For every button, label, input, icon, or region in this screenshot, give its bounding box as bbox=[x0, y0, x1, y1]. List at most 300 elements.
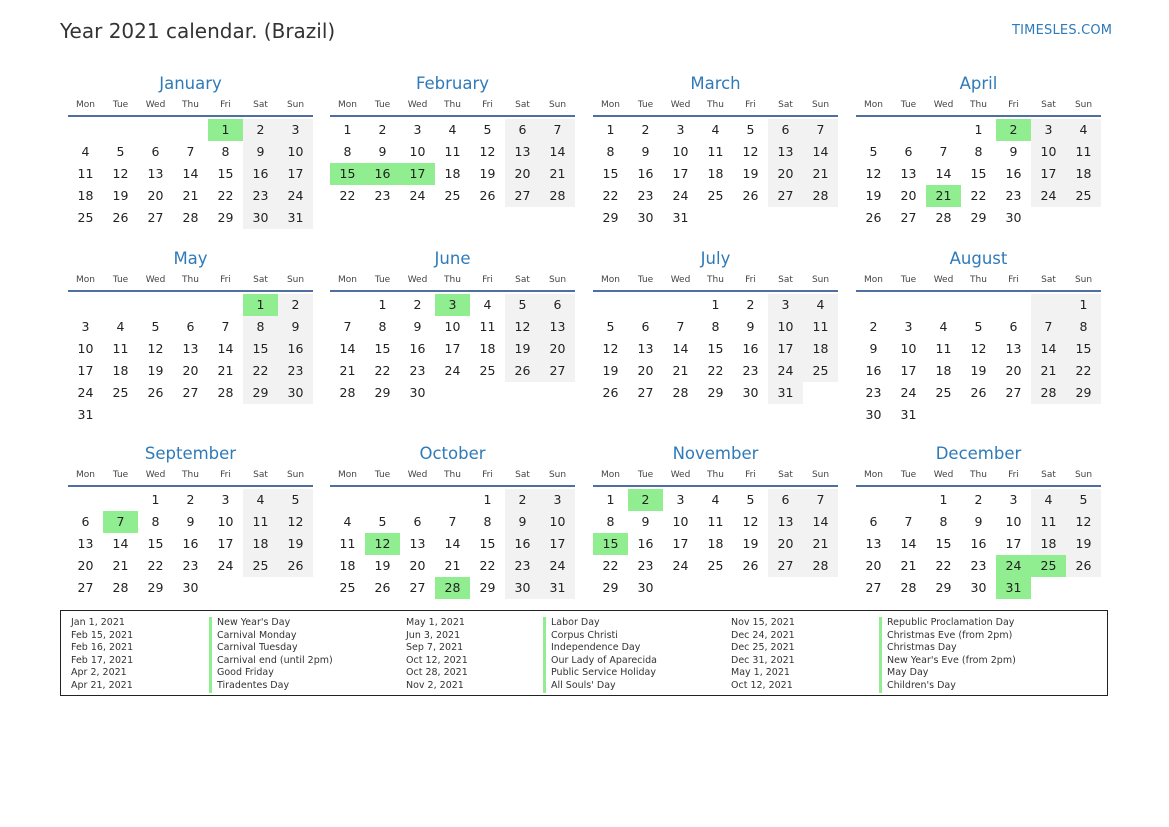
day-cell[interactable]: 4 bbox=[483, 297, 492, 312]
day-cell[interactable]: 14 bbox=[1031, 338, 1066, 360]
day-cell[interactable]: 5 bbox=[151, 319, 160, 334]
day-cell[interactable]: 21 bbox=[339, 363, 356, 378]
holiday-day-cell[interactable]: 1 bbox=[243, 294, 278, 316]
day-cell[interactable]: 4 bbox=[116, 319, 125, 334]
day-cell[interactable]: 20 bbox=[77, 558, 94, 573]
day-cell[interactable]: 26 bbox=[742, 558, 759, 573]
day-cell[interactable]: 14 bbox=[803, 141, 838, 163]
day-cell[interactable]: 10 bbox=[768, 316, 803, 338]
day-cell[interactable]: 3 bbox=[221, 492, 230, 507]
day-cell[interactable]: 31 bbox=[672, 210, 689, 225]
day-cell[interactable]: 6 bbox=[540, 294, 575, 316]
day-cell[interactable]: 19 bbox=[865, 188, 882, 203]
day-cell[interactable]: 24 bbox=[1031, 185, 1066, 207]
day-cell[interactable]: 22 bbox=[479, 558, 496, 573]
day-cell[interactable]: 4 bbox=[939, 319, 948, 334]
day-cell[interactable]: 28 bbox=[339, 385, 356, 400]
day-cell[interactable]: 16 bbox=[182, 536, 199, 551]
day-cell[interactable]: 25 bbox=[803, 360, 838, 382]
day-cell[interactable]: 2 bbox=[378, 122, 387, 137]
day-cell[interactable]: 21 bbox=[803, 533, 838, 555]
day-cell[interactable]: 30 bbox=[970, 580, 987, 595]
day-cell[interactable]: 5 bbox=[505, 294, 540, 316]
holiday-day-cell[interactable]: 21 bbox=[926, 185, 961, 207]
day-cell[interactable]: 23 bbox=[742, 363, 759, 378]
day-cell[interactable]: 2 bbox=[186, 492, 195, 507]
day-cell[interactable]: 9 bbox=[378, 144, 387, 159]
day-cell[interactable]: 22 bbox=[707, 363, 724, 378]
day-cell[interactable]: 9 bbox=[243, 141, 278, 163]
day-cell[interactable]: 22 bbox=[339, 188, 356, 203]
day-cell[interactable]: 25 bbox=[707, 558, 724, 573]
day-cell[interactable]: 30 bbox=[505, 577, 540, 599]
day-cell[interactable]: 6 bbox=[505, 119, 540, 141]
day-cell[interactable]: 14 bbox=[935, 166, 952, 181]
day-cell[interactable]: 21 bbox=[444, 558, 461, 573]
day-cell[interactable]: 3 bbox=[540, 489, 575, 511]
day-cell[interactable]: 10 bbox=[1005, 514, 1022, 529]
day-cell[interactable]: 2 bbox=[413, 297, 422, 312]
day-cell[interactable]: 29 bbox=[374, 385, 391, 400]
day-cell[interactable]: 6 bbox=[413, 514, 422, 529]
day-cell[interactable]: 8 bbox=[378, 319, 387, 334]
day-cell[interactable]: 20 bbox=[865, 558, 882, 573]
day-cell[interactable]: 12 bbox=[865, 166, 882, 181]
day-cell[interactable]: 14 bbox=[339, 341, 356, 356]
day-cell[interactable]: 1 bbox=[711, 297, 720, 312]
day-cell[interactable]: 18 bbox=[1031, 533, 1066, 555]
day-cell[interactable]: 8 bbox=[939, 514, 948, 529]
day-cell[interactable]: 6 bbox=[768, 119, 803, 141]
day-cell[interactable]: 9 bbox=[505, 511, 540, 533]
holiday-day-cell[interactable]: 1 bbox=[208, 119, 243, 141]
day-cell[interactable]: 19 bbox=[479, 166, 496, 181]
day-cell[interactable]: 7 bbox=[221, 319, 230, 334]
day-cell[interactable]: 19 bbox=[1066, 533, 1101, 555]
day-cell[interactable]: 24 bbox=[900, 385, 917, 400]
day-cell[interactable]: 12 bbox=[602, 341, 619, 356]
day-cell[interactable]: 10 bbox=[444, 319, 461, 334]
day-cell[interactable]: 15 bbox=[707, 341, 724, 356]
day-cell[interactable]: 5 bbox=[606, 319, 615, 334]
day-cell[interactable]: 30 bbox=[637, 580, 654, 595]
day-cell[interactable]: 11 bbox=[77, 166, 94, 181]
day-cell[interactable]: 6 bbox=[869, 514, 878, 529]
day-cell[interactable]: 15 bbox=[147, 536, 164, 551]
day-cell[interactable]: 26 bbox=[479, 188, 496, 203]
day-cell[interactable]: 22 bbox=[935, 558, 952, 573]
day-cell[interactable]: 23 bbox=[1005, 188, 1022, 203]
day-cell[interactable]: 18 bbox=[707, 166, 724, 181]
day-cell[interactable]: 29 bbox=[243, 382, 278, 404]
day-cell[interactable]: 22 bbox=[1066, 360, 1101, 382]
day-cell[interactable]: 29 bbox=[147, 580, 164, 595]
day-cell[interactable]: 12 bbox=[1066, 511, 1101, 533]
day-cell[interactable]: 5 bbox=[974, 319, 983, 334]
day-cell[interactable]: 3 bbox=[676, 492, 685, 507]
day-cell[interactable]: 3 bbox=[1031, 119, 1066, 141]
day-cell[interactable]: 20 bbox=[505, 163, 540, 185]
day-cell[interactable]: 5 bbox=[278, 489, 313, 511]
day-cell[interactable]: 7 bbox=[803, 119, 838, 141]
day-cell[interactable]: 6 bbox=[641, 319, 650, 334]
holiday-day-cell[interactable]: 28 bbox=[435, 577, 470, 599]
holiday-day-cell[interactable]: 3 bbox=[435, 294, 470, 316]
day-cell[interactable]: 26 bbox=[374, 580, 391, 595]
day-cell[interactable]: 18 bbox=[1066, 163, 1101, 185]
day-cell[interactable]: 8 bbox=[343, 144, 352, 159]
day-cell[interactable]: 5 bbox=[378, 514, 387, 529]
day-cell[interactable]: 26 bbox=[278, 555, 313, 577]
day-cell[interactable]: 13 bbox=[505, 141, 540, 163]
day-cell[interactable]: 22 bbox=[243, 360, 278, 382]
day-cell[interactable]: 4 bbox=[803, 294, 838, 316]
day-cell[interactable]: 1 bbox=[606, 492, 615, 507]
day-cell[interactable]: 28 bbox=[803, 555, 838, 577]
day-cell[interactable]: 12 bbox=[147, 341, 164, 356]
day-cell[interactable]: 27 bbox=[768, 185, 803, 207]
day-cell[interactable]: 25 bbox=[243, 555, 278, 577]
day-cell[interactable]: 17 bbox=[900, 363, 917, 378]
day-cell[interactable]: 23 bbox=[182, 558, 199, 573]
day-cell[interactable]: 8 bbox=[711, 319, 720, 334]
day-cell[interactable]: 24 bbox=[278, 185, 313, 207]
day-cell[interactable]: 7 bbox=[803, 489, 838, 511]
day-cell[interactable]: 14 bbox=[672, 341, 689, 356]
day-cell[interactable]: 23 bbox=[637, 558, 654, 573]
day-cell[interactable]: 30 bbox=[409, 385, 426, 400]
day-cell[interactable]: 23 bbox=[970, 558, 987, 573]
day-cell[interactable]: 1 bbox=[974, 122, 983, 137]
day-cell[interactable]: 27 bbox=[409, 580, 426, 595]
holiday-day-cell[interactable]: 25 bbox=[1031, 555, 1066, 577]
day-cell[interactable]: 14 bbox=[803, 511, 838, 533]
day-cell[interactable]: 8 bbox=[1066, 316, 1101, 338]
day-cell[interactable]: 31 bbox=[768, 382, 803, 404]
day-cell[interactable]: 23 bbox=[865, 385, 882, 400]
day-cell[interactable]: 17 bbox=[217, 536, 234, 551]
day-cell[interactable]: 18 bbox=[77, 188, 94, 203]
day-cell[interactable]: 20 bbox=[409, 558, 426, 573]
day-cell[interactable]: 2 bbox=[505, 489, 540, 511]
day-cell[interactable]: 24 bbox=[444, 363, 461, 378]
day-cell[interactable]: 29 bbox=[602, 580, 619, 595]
day-cell[interactable]: 1 bbox=[483, 492, 492, 507]
day-cell[interactable]: 10 bbox=[409, 144, 426, 159]
day-cell[interactable]: 23 bbox=[409, 363, 426, 378]
day-cell[interactable]: 6 bbox=[904, 144, 913, 159]
day-cell[interactable]: 28 bbox=[1031, 382, 1066, 404]
day-cell[interactable]: 6 bbox=[768, 489, 803, 511]
day-cell[interactable]: 18 bbox=[243, 533, 278, 555]
day-cell[interactable]: 20 bbox=[768, 533, 803, 555]
day-cell[interactable]: 21 bbox=[112, 558, 129, 573]
day-cell[interactable]: 24 bbox=[540, 555, 575, 577]
day-cell[interactable]: 8 bbox=[606, 514, 615, 529]
day-cell[interactable]: 29 bbox=[602, 210, 619, 225]
day-cell[interactable]: 20 bbox=[1005, 363, 1022, 378]
day-cell[interactable]: 8 bbox=[243, 316, 278, 338]
day-cell[interactable]: 11 bbox=[339, 536, 356, 551]
day-cell[interactable]: 26 bbox=[602, 385, 619, 400]
day-cell[interactable]: 12 bbox=[742, 514, 759, 529]
day-cell[interactable]: 30 bbox=[865, 407, 882, 422]
day-cell[interactable]: 30 bbox=[243, 207, 278, 229]
day-cell[interactable]: 22 bbox=[602, 558, 619, 573]
holiday-day-cell[interactable]: 15 bbox=[593, 533, 628, 555]
day-cell[interactable]: 14 bbox=[182, 166, 199, 181]
day-cell[interactable]: 16 bbox=[637, 166, 654, 181]
day-cell[interactable]: 20 bbox=[768, 163, 803, 185]
day-cell[interactable]: 2 bbox=[641, 122, 650, 137]
day-cell[interactable]: 26 bbox=[742, 188, 759, 203]
day-cell[interactable]: 29 bbox=[707, 385, 724, 400]
day-cell[interactable]: 16 bbox=[865, 363, 882, 378]
day-cell[interactable]: 20 bbox=[637, 363, 654, 378]
day-cell[interactable]: 27 bbox=[768, 555, 803, 577]
day-cell[interactable]: 11 bbox=[479, 319, 496, 334]
day-cell[interactable]: 23 bbox=[637, 188, 654, 203]
holiday-day-cell[interactable]: 31 bbox=[996, 577, 1031, 599]
day-cell[interactable]: 9 bbox=[413, 319, 422, 334]
day-cell[interactable]: 27 bbox=[182, 385, 199, 400]
day-cell[interactable]: 6 bbox=[186, 319, 195, 334]
day-cell[interactable]: 17 bbox=[672, 536, 689, 551]
day-cell[interactable]: 14 bbox=[900, 536, 917, 551]
day-cell[interactable]: 4 bbox=[81, 144, 90, 159]
day-cell[interactable]: 28 bbox=[182, 210, 199, 225]
day-cell[interactable]: 21 bbox=[672, 363, 689, 378]
day-cell[interactable]: 26 bbox=[1066, 555, 1101, 577]
day-cell[interactable]: 1 bbox=[939, 492, 948, 507]
day-cell[interactable]: 5 bbox=[746, 492, 755, 507]
day-cell[interactable]: 2 bbox=[243, 119, 278, 141]
day-cell[interactable]: 10 bbox=[77, 341, 94, 356]
day-cell[interactable]: 30 bbox=[637, 210, 654, 225]
day-cell[interactable]: 13 bbox=[768, 511, 803, 533]
day-cell[interactable]: 25 bbox=[444, 188, 461, 203]
day-cell[interactable]: 19 bbox=[374, 558, 391, 573]
day-cell[interactable]: 16 bbox=[243, 163, 278, 185]
day-cell[interactable]: 14 bbox=[217, 341, 234, 356]
day-cell[interactable]: 20 bbox=[540, 338, 575, 360]
day-cell[interactable]: 18 bbox=[935, 363, 952, 378]
day-cell[interactable]: 15 bbox=[970, 166, 987, 181]
day-cell[interactable]: 19 bbox=[112, 188, 129, 203]
day-cell[interactable]: 24 bbox=[672, 188, 689, 203]
day-cell[interactable]: 14 bbox=[112, 536, 129, 551]
day-cell[interactable]: 27 bbox=[1005, 385, 1022, 400]
day-cell[interactable]: 25 bbox=[1066, 185, 1101, 207]
day-cell[interactable]: 11 bbox=[444, 144, 461, 159]
day-cell[interactable]: 1 bbox=[606, 122, 615, 137]
day-cell[interactable]: 27 bbox=[77, 580, 94, 595]
day-cell[interactable]: 27 bbox=[505, 185, 540, 207]
day-cell[interactable]: 16 bbox=[970, 536, 987, 551]
day-cell[interactable]: 18 bbox=[444, 166, 461, 181]
day-cell[interactable]: 28 bbox=[540, 185, 575, 207]
day-cell[interactable]: 22 bbox=[374, 363, 391, 378]
day-cell[interactable]: 30 bbox=[1005, 210, 1022, 225]
day-cell[interactable]: 30 bbox=[742, 385, 759, 400]
day-cell[interactable]: 1 bbox=[343, 122, 352, 137]
day-cell[interactable]: 17 bbox=[444, 341, 461, 356]
day-cell[interactable]: 10 bbox=[1031, 141, 1066, 163]
day-cell[interactable]: 26 bbox=[505, 360, 540, 382]
day-cell[interactable]: 18 bbox=[479, 341, 496, 356]
day-cell[interactable]: 15 bbox=[374, 341, 391, 356]
day-cell[interactable]: 31 bbox=[540, 577, 575, 599]
day-cell[interactable]: 3 bbox=[1009, 492, 1018, 507]
day-cell[interactable]: 17 bbox=[540, 533, 575, 555]
day-cell[interactable]: 11 bbox=[1066, 141, 1101, 163]
day-cell[interactable]: 13 bbox=[409, 536, 426, 551]
day-cell[interactable]: 10 bbox=[900, 341, 917, 356]
holiday-day-cell[interactable]: 2 bbox=[628, 489, 663, 511]
day-cell[interactable]: 10 bbox=[672, 144, 689, 159]
day-cell[interactable]: 5 bbox=[483, 122, 492, 137]
day-cell[interactable]: 29 bbox=[970, 210, 987, 225]
day-cell[interactable]: 31 bbox=[900, 407, 917, 422]
day-cell[interactable]: 14 bbox=[444, 536, 461, 551]
day-cell[interactable]: 26 bbox=[865, 210, 882, 225]
day-cell[interactable]: 4 bbox=[1031, 489, 1066, 511]
day-cell[interactable]: 28 bbox=[900, 580, 917, 595]
day-cell[interactable]: 13 bbox=[182, 341, 199, 356]
day-cell[interactable]: 21 bbox=[803, 163, 838, 185]
day-cell[interactable]: 19 bbox=[147, 363, 164, 378]
day-cell[interactable]: 19 bbox=[602, 363, 619, 378]
holiday-day-cell[interactable]: 17 bbox=[400, 163, 435, 185]
day-cell[interactable]: 7 bbox=[1031, 316, 1066, 338]
day-cell[interactable]: 16 bbox=[637, 536, 654, 551]
day-cell[interactable]: 10 bbox=[278, 141, 313, 163]
day-cell[interactable]: 31 bbox=[77, 407, 94, 422]
day-cell[interactable]: 2 bbox=[746, 297, 755, 312]
day-cell[interactable]: 29 bbox=[1066, 382, 1101, 404]
day-cell[interactable]: 11 bbox=[935, 341, 952, 356]
day-cell[interactable]: 27 bbox=[865, 580, 882, 595]
day-cell[interactable]: 3 bbox=[768, 294, 803, 316]
day-cell[interactable]: 26 bbox=[970, 385, 987, 400]
day-cell[interactable]: 5 bbox=[116, 144, 125, 159]
day-cell[interactable]: 21 bbox=[217, 363, 234, 378]
day-cell[interactable]: 12 bbox=[505, 316, 540, 338]
day-cell[interactable]: 13 bbox=[637, 341, 654, 356]
day-cell[interactable]: 24 bbox=[672, 558, 689, 573]
day-cell[interactable]: 4 bbox=[243, 489, 278, 511]
day-cell[interactable]: 25 bbox=[479, 363, 496, 378]
day-cell[interactable]: 21 bbox=[540, 163, 575, 185]
day-cell[interactable]: 28 bbox=[935, 210, 952, 225]
day-cell[interactable]: 7 bbox=[343, 319, 352, 334]
day-cell[interactable]: 13 bbox=[900, 166, 917, 181]
day-cell[interactable]: 7 bbox=[939, 144, 948, 159]
day-cell[interactable]: 15 bbox=[1066, 338, 1101, 360]
day-cell[interactable]: 18 bbox=[803, 338, 838, 360]
day-cell[interactable]: 22 bbox=[217, 188, 234, 203]
day-cell[interactable]: 9 bbox=[1009, 144, 1018, 159]
day-cell[interactable]: 16 bbox=[1005, 166, 1022, 181]
day-cell[interactable]: 17 bbox=[1031, 163, 1066, 185]
day-cell[interactable]: 21 bbox=[900, 558, 917, 573]
day-cell[interactable]: 8 bbox=[221, 144, 230, 159]
day-cell[interactable]: 17 bbox=[77, 363, 94, 378]
day-cell[interactable]: 6 bbox=[1009, 319, 1018, 334]
day-cell[interactable]: 5 bbox=[869, 144, 878, 159]
day-cell[interactable]: 20 bbox=[182, 363, 199, 378]
day-cell[interactable]: 23 bbox=[374, 188, 391, 203]
day-cell[interactable]: 12 bbox=[112, 166, 129, 181]
holiday-day-cell[interactable]: 16 bbox=[365, 163, 400, 185]
day-cell[interactable]: 30 bbox=[278, 382, 313, 404]
day-cell[interactable]: 12 bbox=[278, 511, 313, 533]
day-cell[interactable]: 27 bbox=[147, 210, 164, 225]
day-cell[interactable]: 20 bbox=[147, 188, 164, 203]
day-cell[interactable]: 19 bbox=[970, 363, 987, 378]
day-cell[interactable]: 23 bbox=[278, 360, 313, 382]
day-cell[interactable]: 15 bbox=[935, 536, 952, 551]
day-cell[interactable]: 9 bbox=[746, 319, 755, 334]
day-cell[interactable]: 10 bbox=[540, 511, 575, 533]
day-cell[interactable]: 24 bbox=[217, 558, 234, 573]
day-cell[interactable]: 11 bbox=[1031, 511, 1066, 533]
day-cell[interactable]: 9 bbox=[869, 341, 878, 356]
day-cell[interactable]: 24 bbox=[768, 360, 803, 382]
day-cell[interactable]: 4 bbox=[448, 122, 457, 137]
day-cell[interactable]: 13 bbox=[540, 316, 575, 338]
day-cell[interactable]: 22 bbox=[970, 188, 987, 203]
day-cell[interactable]: 22 bbox=[602, 188, 619, 203]
day-cell[interactable]: 19 bbox=[278, 533, 313, 555]
day-cell[interactable]: 7 bbox=[904, 514, 913, 529]
day-cell[interactable]: 29 bbox=[217, 210, 234, 225]
day-cell[interactable]: 3 bbox=[413, 122, 422, 137]
day-cell[interactable]: 23 bbox=[505, 555, 540, 577]
day-cell[interactable]: 8 bbox=[974, 144, 983, 159]
day-cell[interactable]: 11 bbox=[243, 511, 278, 533]
day-cell[interactable]: 16 bbox=[409, 341, 426, 356]
day-cell[interactable]: 25 bbox=[935, 385, 952, 400]
day-cell[interactable]: 27 bbox=[900, 210, 917, 225]
day-cell[interactable]: 13 bbox=[865, 536, 882, 551]
day-cell[interactable]: 7 bbox=[448, 514, 457, 529]
day-cell[interactable]: 7 bbox=[676, 319, 685, 334]
day-cell[interactable]: 19 bbox=[505, 338, 540, 360]
day-cell[interactable]: 5 bbox=[1066, 489, 1101, 511]
day-cell[interactable]: 13 bbox=[147, 166, 164, 181]
day-cell[interactable]: 4 bbox=[1066, 119, 1101, 141]
holiday-day-cell[interactable]: 24 bbox=[996, 555, 1031, 577]
day-cell[interactable]: 20 bbox=[900, 188, 917, 203]
day-cell[interactable]: 5 bbox=[746, 122, 755, 137]
day-cell[interactable]: 22 bbox=[147, 558, 164, 573]
day-cell[interactable]: 30 bbox=[182, 580, 199, 595]
day-cell[interactable]: 9 bbox=[641, 144, 650, 159]
day-cell[interactable]: 28 bbox=[672, 385, 689, 400]
day-cell[interactable]: 15 bbox=[602, 166, 619, 181]
day-cell[interactable]: 17 bbox=[278, 163, 313, 185]
day-cell[interactable]: 2 bbox=[974, 492, 983, 507]
day-cell[interactable]: 16 bbox=[278, 338, 313, 360]
day-cell[interactable]: 1 bbox=[1066, 294, 1101, 316]
day-cell[interactable]: 24 bbox=[77, 385, 94, 400]
day-cell[interactable]: 1 bbox=[378, 297, 387, 312]
day-cell[interactable]: 13 bbox=[1005, 341, 1022, 356]
day-cell[interactable]: 26 bbox=[112, 210, 129, 225]
day-cell[interactable]: 29 bbox=[479, 580, 496, 595]
day-cell[interactable]: 3 bbox=[676, 122, 685, 137]
